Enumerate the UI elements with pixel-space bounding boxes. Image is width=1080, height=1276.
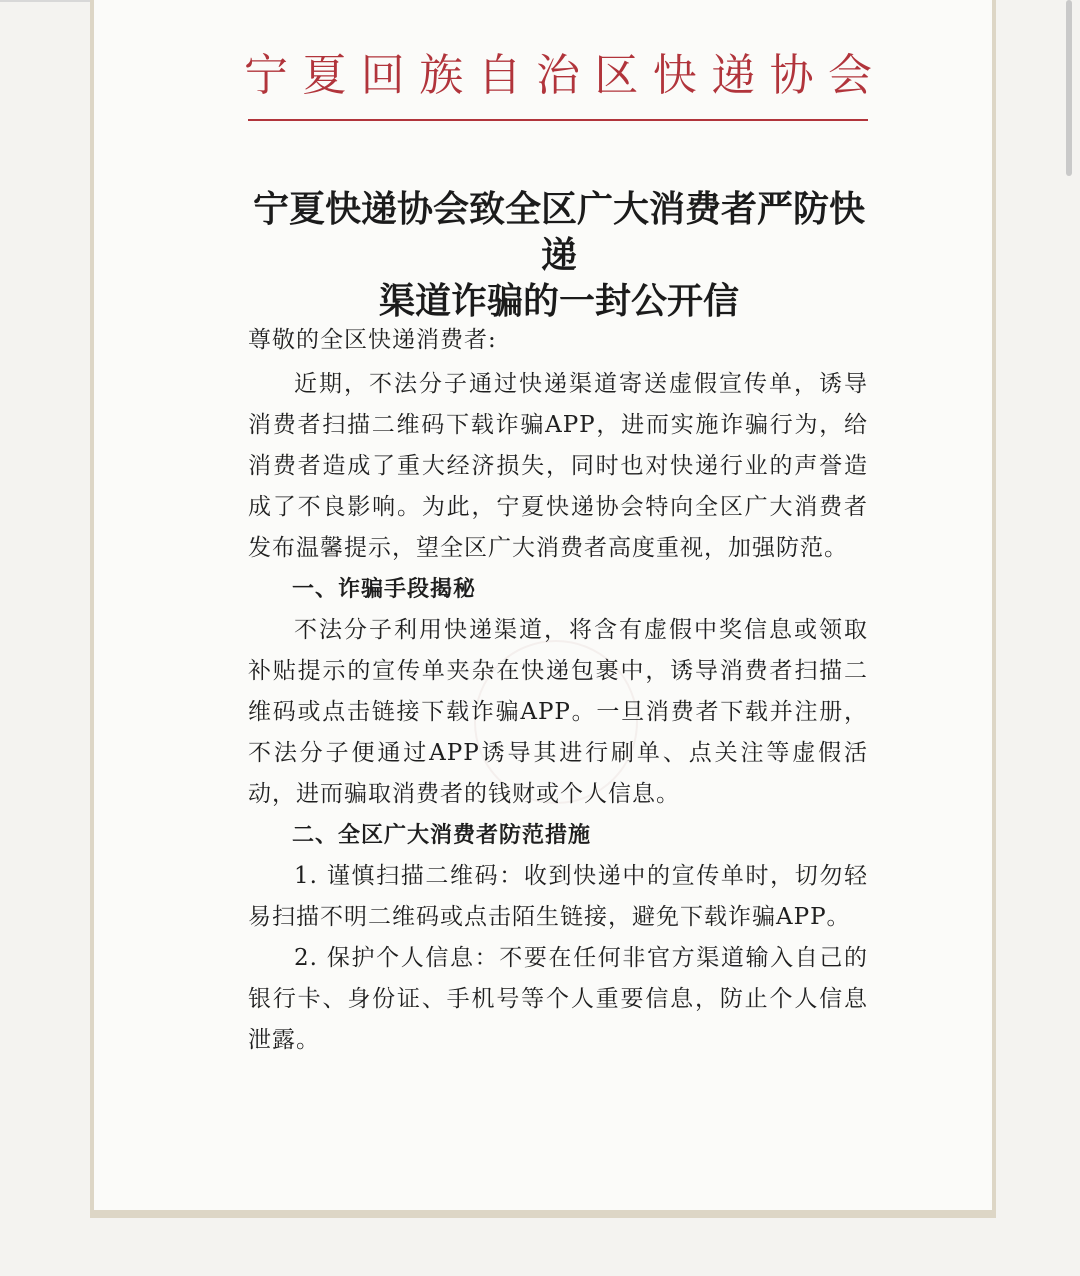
- letterhead-rule: [248, 119, 868, 121]
- letterhead: 宁夏回族自治区快递协会: [244, 50, 874, 101]
- document-body: [248, 320, 868, 1061]
- section-1-heading: 一、诈骗手段揭秘: [292, 577, 477, 602]
- title-line-2: 渠道诈骗的一封公开信: [378, 280, 739, 322]
- section-1-paragraph: 不法分子利用快递渠道，将含有虚假中奖信息或领取补贴提示的宣传单夹杂在快递包裹中，诱导消费者扫描二维码或点击链接下载诈骗APP。一旦消费者下载并注册，不法分子便通过APP诱导其进行刷单、点关注等虚假活动，进而骗取消费者的钱财或个人信息。: [248, 617, 868, 807]
- section-2-heading: 二、全区广大消费者防范措施: [292, 823, 592, 848]
- document-title: [244, 186, 874, 324]
- scrollbar-thumb[interactable]: [1066, 0, 1072, 176]
- title-line-1: 宁夏快递协会致全区广大消费者严防快递: [252, 188, 865, 276]
- salutation: 尊敬的全区快递消费者:: [248, 327, 497, 353]
- section-2-item-2: 2. 保护个人信息：不要在任何非官方渠道输入自己的银行卡、身份证、手机号等个人重要信息，防止个人信息泄露。: [248, 945, 868, 1053]
- section-2-item-1: 1. 谨慎扫描二维码：收到快递中的宣传单时，切勿轻易扫描不明二维码或点击陌生链接，避免下载诈骗APP。: [248, 863, 868, 930]
- intro-paragraph: 近期，不法分子通过快递渠道寄送虚假宣传单，诱导消费者扫描二维码下载诈骗APP，进而实施诈骗行为，给消费者造成了重大经济损失，同时也对快递行业的声誉造成了不良影响。为此，宁夏快递协会特向全区广大消费者发布温馨提示，望全区广大消费者高度重视，加强防范。: [248, 371, 868, 561]
- document-page: [94, 0, 992, 1210]
